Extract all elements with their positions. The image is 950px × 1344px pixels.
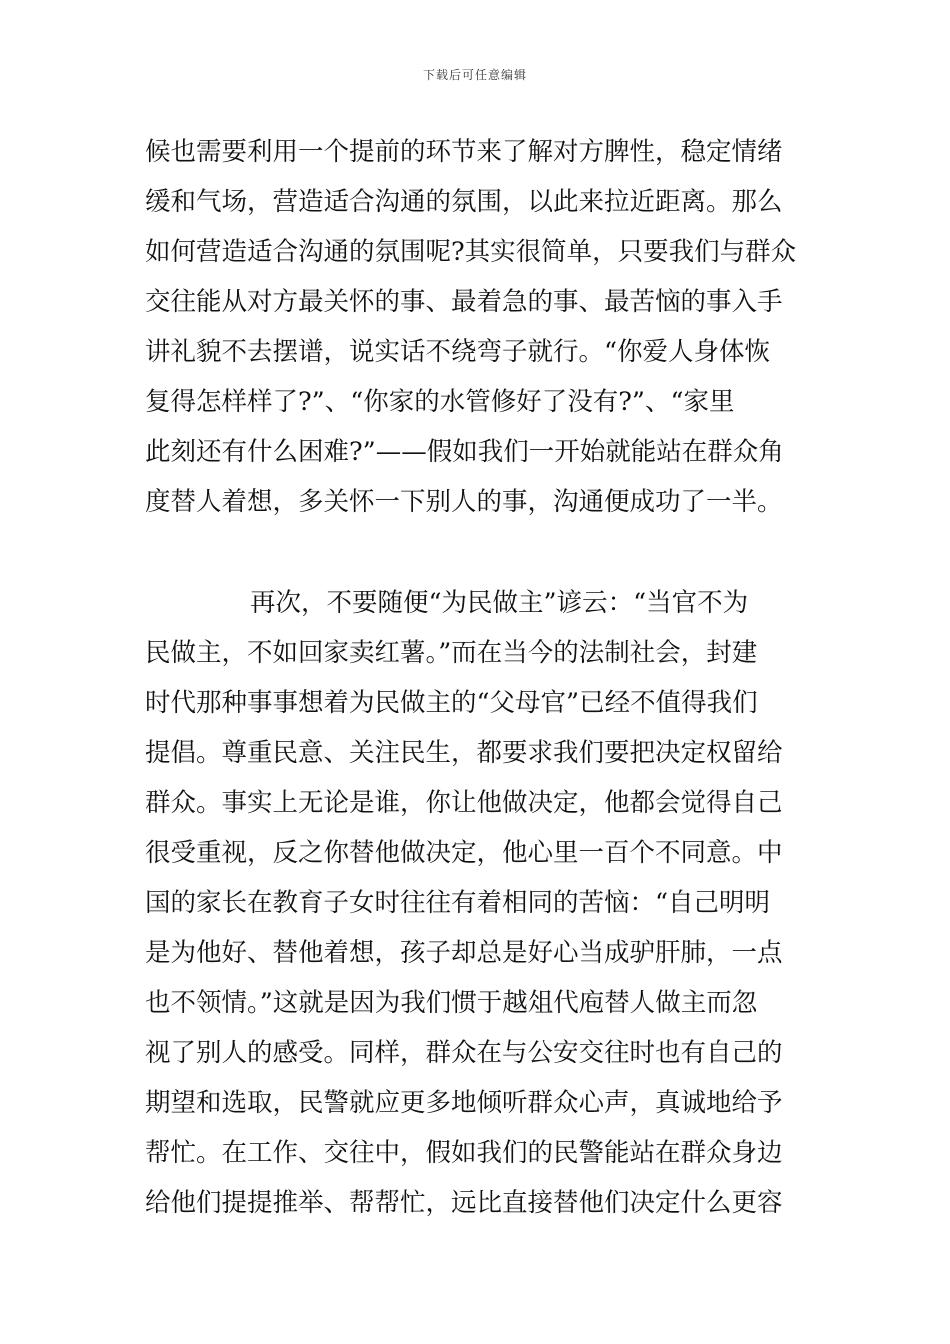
paragraph-line: 国的家长在教育子女时往往有着相同的苦恼：“自己明明: [145, 888, 771, 918]
paragraph-line: 复得怎样样了?”、“你家的水管修好了没有?”、“家里: [145, 387, 735, 417]
paragraph-line: 提倡。尊重民意、关注民生，都要求我们要把决定权留给: [145, 738, 783, 768]
paragraph-line: 帮忙。在工作、交往中，假如我们的民警能站在群众身边: [145, 1138, 783, 1168]
paragraph-line: 此刻还有什么困难?”——假如我们一开始就能站在群众角: [145, 437, 784, 467]
paragraph-line: 候也需要利用一个提前的环节来了解对方脾性，稳定情绪: [145, 137, 783, 167]
paragraph-line: 缓和气场，营造适合沟通的氛围，以此来拉近距离。那么: [145, 187, 783, 217]
paragraph-line: 期望和选取，民警就应更多地倾听群众心声，真诚地给予: [145, 1088, 783, 1118]
paragraph-line: 民做主，不如回家卖红薯。”而在当今的法制社会，封建: [145, 638, 758, 668]
paragraph-1: [145, 127, 810, 527]
paragraph-line: 时代那种事事想着为民做主的“父母官”已经不值得我们: [145, 688, 758, 718]
paragraph-line: 交往能从对方最关怀的事、最着急的事、最苦恼的事入手: [145, 287, 783, 317]
paragraph-line: 很受重视，反之你替他做决定，他心里一百个不同意。中: [145, 838, 783, 868]
paragraph-2: [145, 578, 810, 1228]
paragraph-line: 是为他好、替他着想，孩子却总是好心当成驴肝肺，一点: [145, 938, 783, 968]
page-header: 下载后可任意编辑: [422, 68, 527, 82]
paragraph-line: 给他们提提推举、帮帮忙，远比直接替他们决定什么更容: [145, 1188, 783, 1218]
paragraph-line: 群众。事实上无论是谁，你让他做决定，他都会觉得自己: [145, 788, 783, 818]
paragraph-line: 如何营造适合沟通的氛围呢?其实很简单，只要我们与群众: [145, 237, 797, 267]
paragraph-line: 视了别人的感受。同样，群众在与公安交往时也有自己的: [145, 1038, 783, 1068]
paragraph-line: 也不领情。”这就是因为我们惯于越俎代庖替人做主而忽: [145, 988, 758, 1018]
paragraph-line: 讲礼貌不去摆谱，说实话不绕弯子就行。“你爱人身体恢: [145, 337, 771, 367]
paragraph-first-line: 再次，不要随便“为民做主”谚云：“当官不为: [250, 588, 749, 618]
paragraph-line: 度替人着想，多关怀一下别人的事，沟通便成功了一半。: [145, 487, 783, 517]
